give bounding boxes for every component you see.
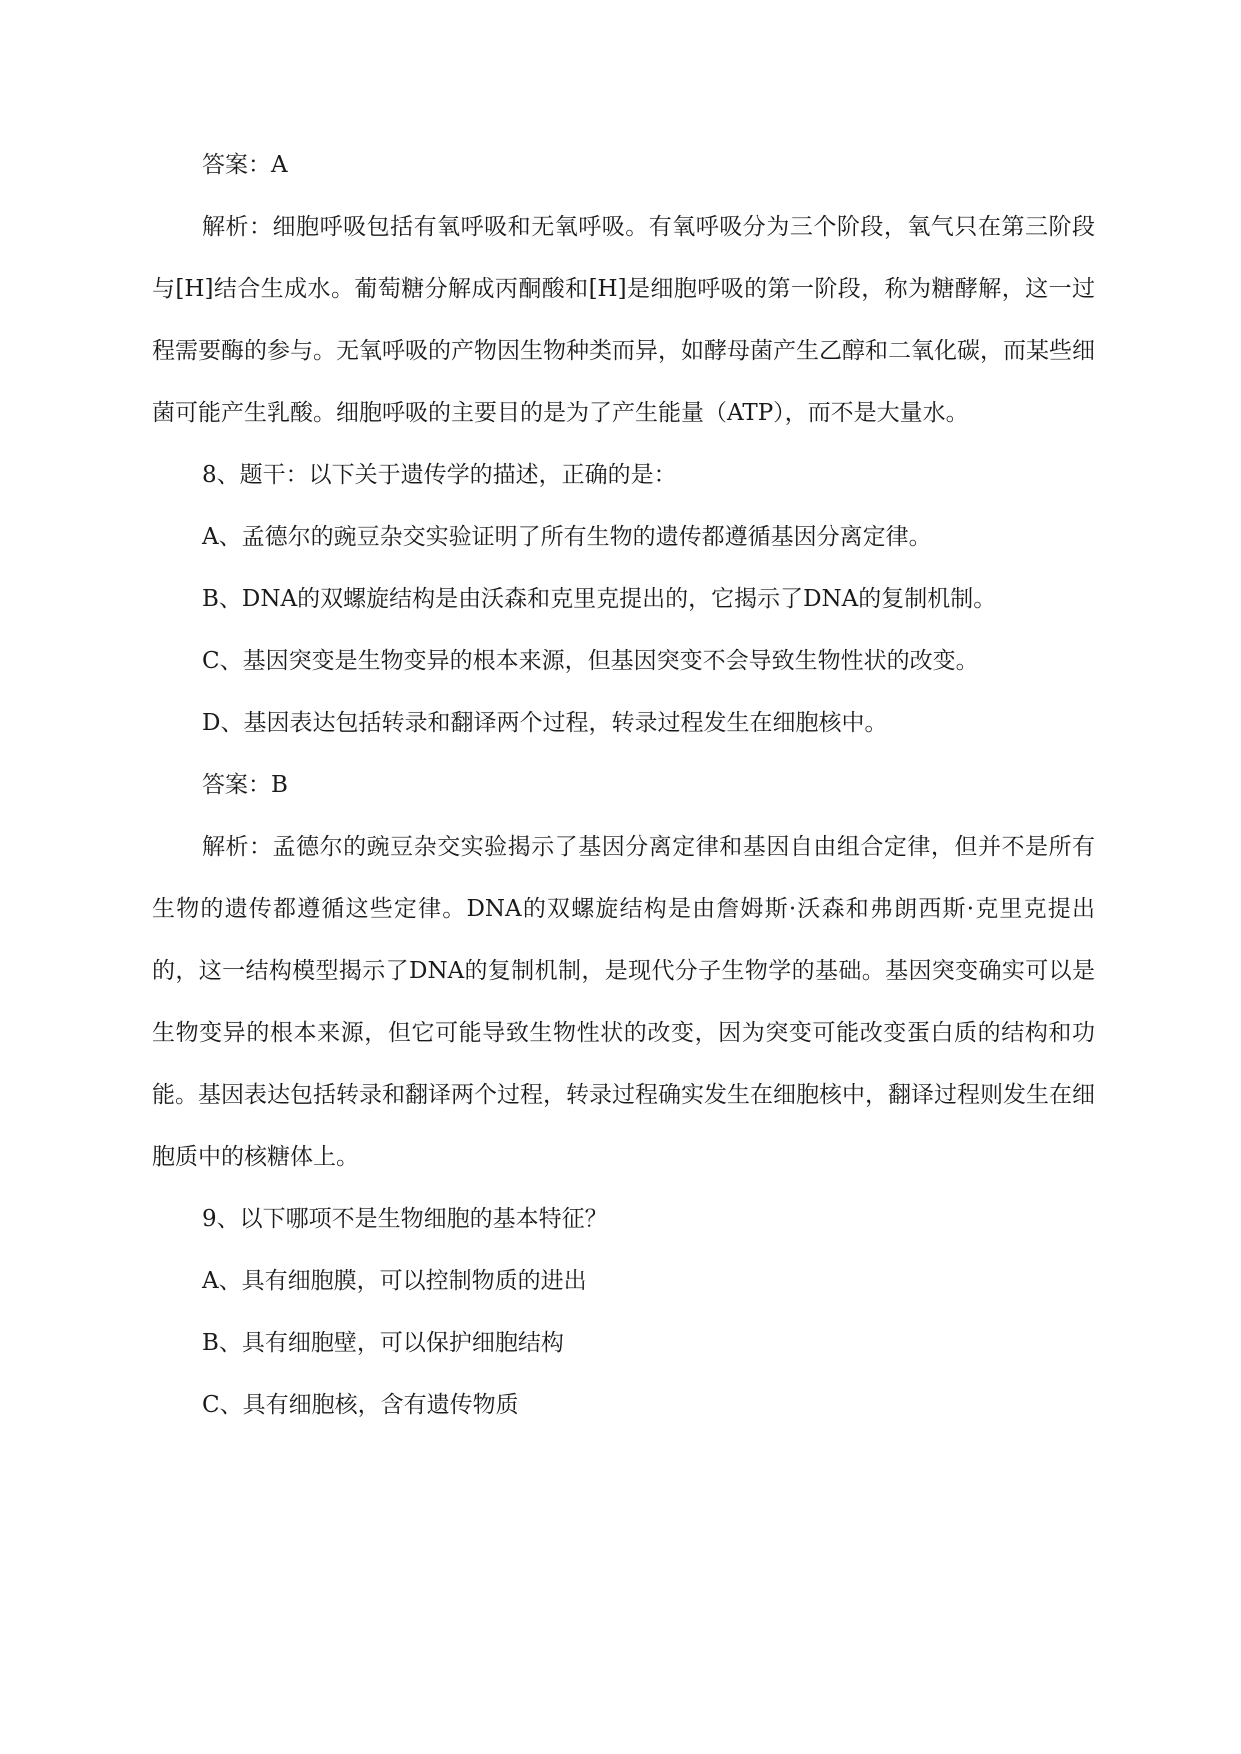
q8-analysis: 解析：孟德尔的豌豆杂交实验揭示了基因分离定律和基因自由组合定律，但并不是所有生物的遗传都遵循这些定律。DNA的双螺旋结构是由詹姆斯·沃森和弗朗西斯·克里克提出的，这一结构模型揭示了DNA的复制机制，是现代分子生物学的基础。基因突变确实可以是生物变异的根本来源，但它可能导致生物性状的改变，因为突变可能改变蛋白质的结构和功能。基因表达包括转录和翻译两个过程，转录过程确实发生在细胞核中，翻译过程则发生在细胞质中的核糖体上。 [152,834,1095,1170]
q8-option-a: A、孟德尔的豌豆杂交实验证明了所有生物的遗传都遵循基因分离定律。 [202,524,932,550]
q8-option-d: D、基因表达包括转录和翻译两个过程，转录过程发生在细胞核中。 [202,710,888,736]
q8-stem: 8、题干：以下关于遗传学的描述，正确的是： [202,462,677,488]
q7-analysis: 解析：细胞呼吸包括有氧呼吸和无氧呼吸。有氧呼吸分为三个阶段，氧气只在第三阶段与[H]结合生成水。葡萄糖分解成丙酮酸和[H]是细胞呼吸的第一阶段，称为糖酵解，这一过程需要酶的参与。无氧呼吸的产物因生物种类而异，如酵母菌产生乙醇和二氧化碳，而某些细菌可能产生乳酸。细胞呼吸的主要目的是为了产生能量（ATP），而不是大量水。 [152,214,1095,426]
q9-option-b: B、具有细胞壁，可以保护细胞结构 [202,1330,564,1356]
q8-option-c: C、基因突变是生物变异的根本来源，但基因突变不会导致生物性状的改变。 [202,648,979,674]
q9-option-c: C、具有细胞核，含有遗传物质 [202,1392,519,1418]
q8-answer: 答案：B [202,772,288,798]
q8-option-b: B、DNA的双螺旋结构是由沃森和克里克提出的，它揭示了DNA的复制机制。 [202,586,997,612]
q9-option-a: A、具有细胞膜，可以控制物质的进出 [202,1268,587,1294]
q7-answer: 答案：A [202,152,288,178]
q9-stem: 9、以下哪项不是生物细胞的基本特征？ [202,1206,608,1232]
